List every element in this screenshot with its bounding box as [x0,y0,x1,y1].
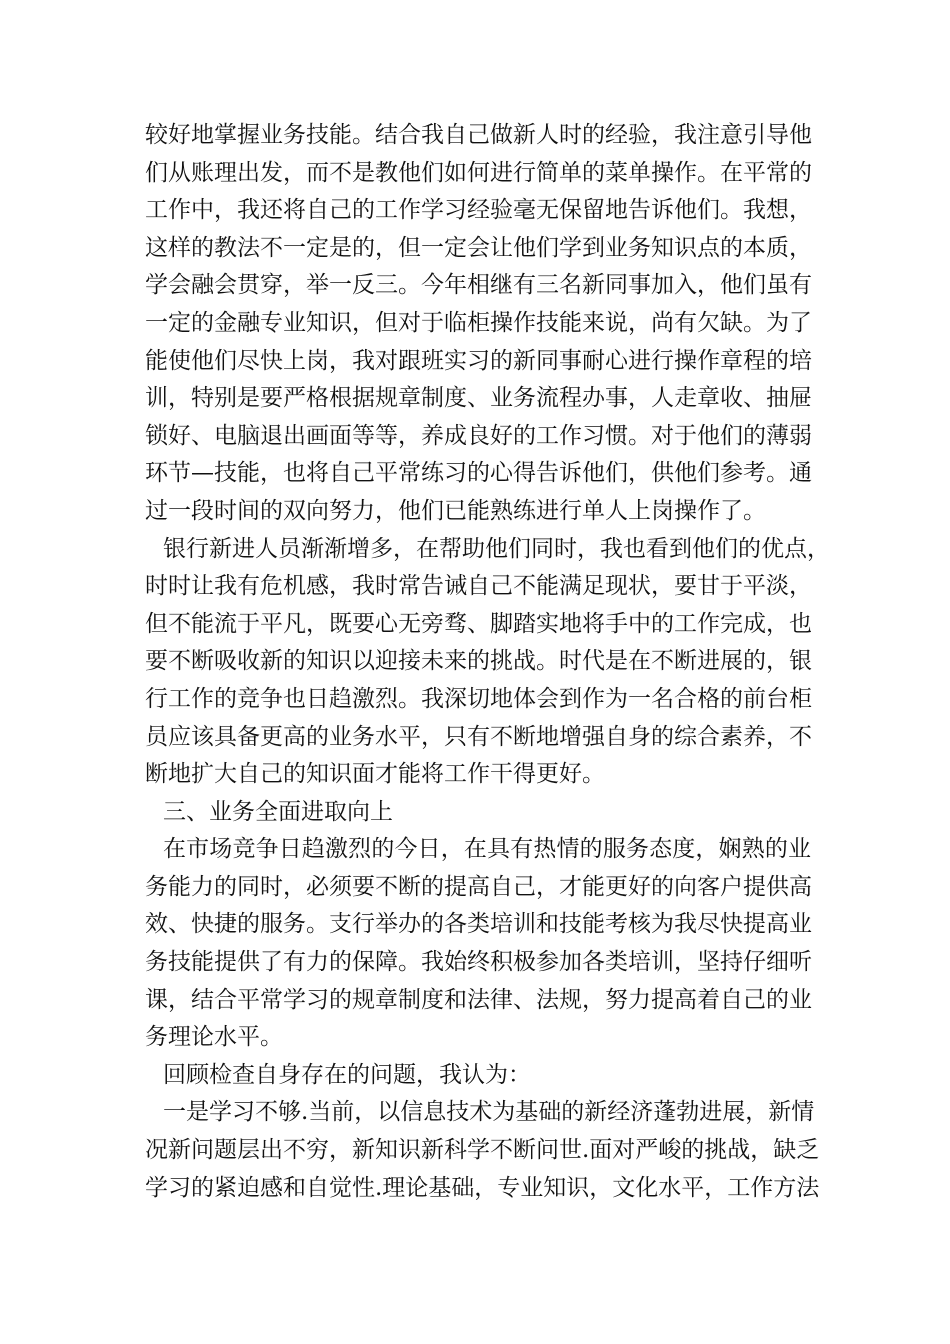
text-line: 务理论水平。 [145,1024,283,1051]
text-line: 学会融会贯穿，举一反三。今年相继有三名新同事加入，他们虽有 [145,272,812,299]
text-line: 工作中，我还将自己的工作学习经验毫无保留地告诉他们。我想， [145,197,812,224]
text-line: 效、快捷的服务。支行举办的各类培训和技能考核为我尽快提高业 [145,911,812,938]
text-line: 们从账理出发，而不是教他们如何进行简单的菜单操作。在平常的 [145,159,812,186]
text-line: 环节—技能，也将自己平常练习的心得告诉他们，供他们参考。通 [145,460,812,487]
text-line: 课，结合平常学习的规章制度和法律、法规，努力提高着自己的业 [145,986,812,1013]
text-line: 断地扩大自己的知识面才能将工作干得更好。 [145,761,605,788]
text-line: 但不能流于平凡，既要心无旁骛、脚踏实地将手中的工作完成，也 [145,610,812,637]
text-line: 一定的金融专业知识，但对于临柜操作技能来说，尚有欠缺。为了 [145,309,812,336]
text-line: 较好地掌握业务技能。结合我自己做新人时的经验，我注意引导他 [145,122,812,148]
body-text [145,117,830,1207]
text-line: 锁好、电脑退出画面等等，养成良好的工作习惯。对于他们的薄弱 [145,422,812,449]
text-line: 时时让我有危机感，我时常告诫自己不能满足现状，要甘于平淡， [145,573,812,600]
text-line: 在市场竞争日趋激烈的今日，在具有热情的服务态度，娴熟的业 [163,836,811,863]
text-line: 要不断吸收新的知识以迎接未来的挑战。时代是在不断进展的，银 [145,648,812,675]
text-line: 务技能提供了有力的保障。我始终积极参加各类培训，坚持仔细听 [145,949,812,976]
text-line: 况新问题层出不穷，新知识新科学不断问世.面对严峻的挑战，缺乏 [145,1137,820,1164]
section-heading: 三、业务全面进取向上 [163,798,393,825]
text-line: 务能力的同时，必须要不断的提高自己，才能更好的向客户提供高 [145,873,812,900]
text-line: 回顾检查自身存在的问题，我认为： [163,1061,531,1088]
text-line: 这样的教法不一定是的，但一定会让他们学到业务知识点的本质， [145,234,812,261]
text-line: 过一段时间的双向努力，他们已能熟练进行单人上岗操作了。 [145,497,766,524]
text-line: 行工作的竞争也日趋激烈。我深切地体会到作为一名合格的前台柜 [145,685,812,712]
text-line: 能使他们尽快上岗，我对跟班实习的新同事耐心进行操作章程的培 [145,347,812,374]
text-line: 训，特别是要严格根据规章制度、业务流程办事，人走章收、抽屉 [145,385,812,412]
text-line: 学习的紧迫感和自觉性.理论基础，专业知识，文化水平，工作方法 [145,1174,820,1201]
text-line: 员应该具备更高的业务水平，只有不断地增强自身的综合素养，不 [145,723,812,750]
text-line: 一是学习不够.当前，以信息技术为基础的新经济蓬勃进展，新情 [163,1099,815,1126]
text-line: 银行新进人员渐渐增多，在帮助他们同时，我也看到他们的优点， [163,535,830,562]
